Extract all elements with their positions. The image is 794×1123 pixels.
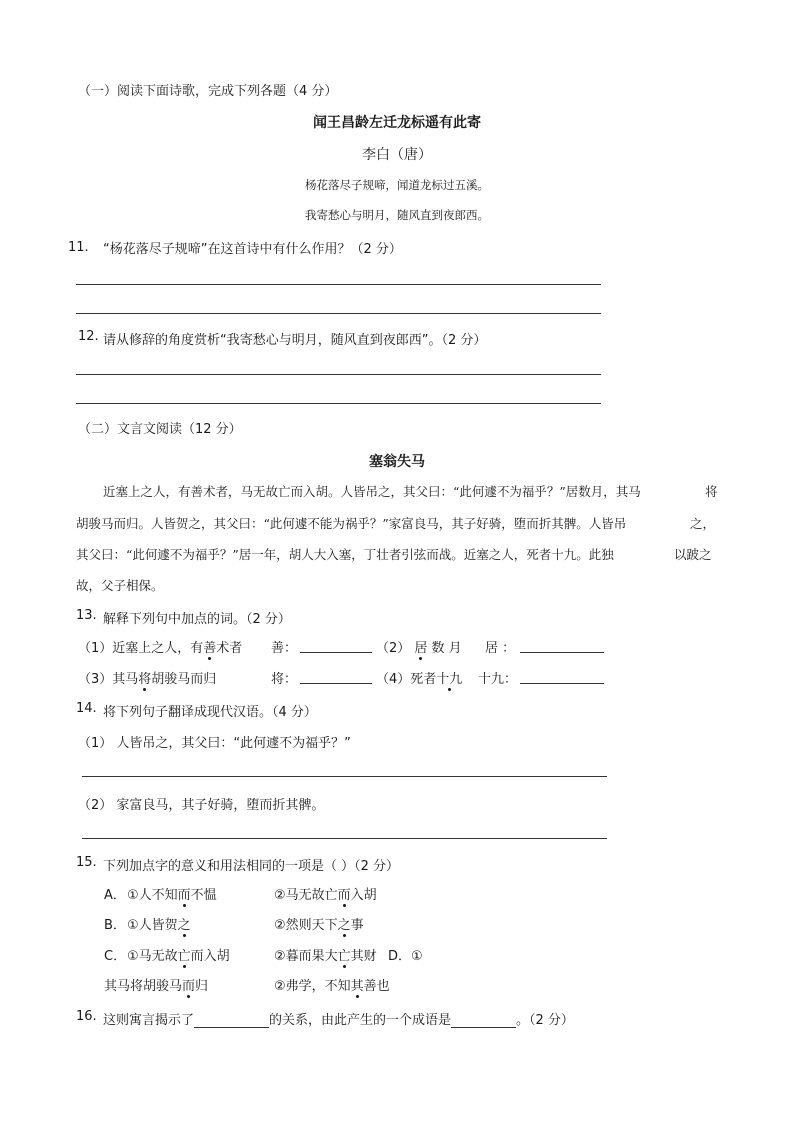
q16-mid: 的关系，由此产生的一个成语是 xyxy=(269,1013,452,1028)
q13-item-3-prefix: （3）其马 xyxy=(78,672,139,687)
q15-a2-dot: 而 xyxy=(337,888,351,903)
q13-answer-3[interactable] xyxy=(300,683,372,684)
q13-key-2: 居 ： xyxy=(485,641,516,656)
q13-text: 解释下列句中加点的词。（2 分） xyxy=(103,612,291,627)
q12-number: 12. xyxy=(78,329,99,344)
q13-answer-1[interactable] xyxy=(300,652,372,653)
q15-a1-pre: ①人不知 xyxy=(127,888,178,903)
passage-line-3-end: 以跛之 xyxy=(674,547,712,562)
q11-text: “杨花落尽子规啼”在这首诗中有什么作用？（2 分） xyxy=(103,242,402,257)
q15-option-c-1 xyxy=(127,945,230,964)
q13-item-3 xyxy=(78,668,216,687)
q15-a1-dot: 而 xyxy=(177,888,191,903)
q11-number: 11. xyxy=(68,240,89,255)
passage-line-3: 其父曰：“此何遽不为福乎？”居一年，胡人大入塞，丁壮者引弦而战。近塞之人，死者十九。此独 xyxy=(76,547,614,562)
q15-d1-dot: 而 xyxy=(182,979,196,994)
q13-item-4 xyxy=(376,668,462,687)
q14-sentence-2: （2） 家富良马，其子好骑，堕而折其髀。 xyxy=(78,798,325,813)
part1-header: （一）阅读下面诗歌，完成下列各题（4 分） xyxy=(78,84,338,99)
q15-c1-pre: ①马无故 xyxy=(127,949,178,964)
q13-key-3: 将： xyxy=(271,672,298,687)
poem-line-1: 杨花落尽子规啼，闻道龙标过五溪。 xyxy=(305,178,489,192)
q15-option-d-label[interactable]: D．① xyxy=(388,949,423,964)
part2-header: （二）文言文阅读（12 分） xyxy=(78,422,242,437)
passage-line-2: 胡骏马而归。人皆贺之，其父曰：“此何遽不能为祸乎？”家富良马，其子好骑，堕而折其髀。人皆吊 xyxy=(76,516,627,531)
q13-item-3-dotted: 将 xyxy=(138,672,152,687)
q15-c2-pre: ②暮而果大 xyxy=(274,949,338,964)
q13-item-1 xyxy=(78,637,242,656)
q15-option-c-2 xyxy=(274,945,377,964)
q12-answer-line-2[interactable] xyxy=(76,403,601,404)
q13-answer-4[interactable] xyxy=(520,683,604,684)
q15-option-d-1 xyxy=(104,975,208,994)
q11-answer-line-1[interactable] xyxy=(76,284,601,285)
poem-line-2: 我寄愁心与明月，随风直到夜郎西。 xyxy=(305,208,489,222)
q13-item-4-prefix: （4）死者 xyxy=(376,672,437,687)
q15-option-b-label[interactable]: B． xyxy=(104,918,126,933)
poem-author: 李白（唐） xyxy=(362,147,432,163)
q14-text: 将下列句子翻译成现代汉语。（4 分） xyxy=(103,705,317,720)
q15-c1-post: 而入胡 xyxy=(190,949,230,964)
q15-a2-post: 入胡 xyxy=(350,888,377,903)
q15-a2-pre: ②马无故亡 xyxy=(274,888,338,903)
q13-item-1-suffix: 术者 xyxy=(216,641,243,656)
passage-line-1: 近塞上之人，有善术者，马无故亡而入胡。人皆吊之，其父曰：“此何遽不为福乎？”居数月，其马 xyxy=(103,484,641,499)
q15-c2-dot: 亡 xyxy=(337,949,351,964)
q15-option-a-2 xyxy=(274,884,377,903)
q15-d2-pre: ②弗学，不知 xyxy=(274,979,351,994)
q12-answer-line-1[interactable] xyxy=(76,374,601,375)
q15-option-b-1 xyxy=(127,914,191,933)
q15-c1-dot: 亡 xyxy=(177,949,191,964)
passage-title: 塞翁失马 xyxy=(369,454,425,470)
q11-answer-line-2[interactable] xyxy=(76,313,601,314)
q13-item-4-dotted: 十九 xyxy=(436,672,463,687)
q15-text: 下列加点字的意义和用法相同的一项是（ ）（2 分） xyxy=(103,859,400,874)
q15-option-a-1 xyxy=(127,884,217,903)
q15-b2-dot: 之 xyxy=(337,918,351,933)
q14-answer-line-2[interactable] xyxy=(82,838,607,839)
q13-item-2-prefix: （2） xyxy=(376,641,415,656)
q15-option-c-label[interactable]: C． xyxy=(104,949,127,964)
passage-line-4: 故，父子相保。 xyxy=(76,578,164,593)
passage-line-2-end: 之， xyxy=(690,516,716,531)
q13-item-1-dotted: 善 xyxy=(203,641,217,656)
q13-number: 13. xyxy=(76,608,97,623)
q12-text: 请从修辞的角度赏析“我寄愁心与明月，随风直到夜郎西”。（2 分） xyxy=(103,333,487,348)
q15-d2-post: 善也 xyxy=(363,979,390,994)
q15-a1-post: 不愠 xyxy=(190,888,217,903)
poem-title: 闻王昌龄左迁龙标遥有此寄 xyxy=(313,115,481,131)
q15-d1-pre: 其马将胡骏马 xyxy=(104,979,183,994)
q16-pre: 这则寓言揭示了 xyxy=(103,1013,195,1028)
q15-b1-dot: 之 xyxy=(177,918,191,933)
q15-option-d-2 xyxy=(274,975,390,994)
q15-b2-post: 事 xyxy=(350,918,364,933)
q13-item-3-suffix: 胡骏马而归 xyxy=(151,672,217,687)
q15-d2-dot: 其 xyxy=(350,979,364,994)
q16-number: 16. xyxy=(76,1009,97,1024)
q14-number: 14. xyxy=(76,701,97,716)
q14-answer-line-1[interactable] xyxy=(82,776,607,777)
q16-post: 。（2 分） xyxy=(516,1013,574,1028)
q15-number: 15. xyxy=(76,855,97,870)
q13-key-1: 善： xyxy=(271,641,298,656)
q13-item-1-prefix: （1）近塞上之人，有 xyxy=(78,641,204,656)
q15-b1-pre: ①人皆贺 xyxy=(127,918,178,933)
q13-answer-2[interactable] xyxy=(520,652,604,653)
q16-blank-1[interactable] xyxy=(194,1013,269,1028)
q16-blank-2[interactable] xyxy=(451,1013,516,1028)
q13-item-2 xyxy=(376,637,462,656)
passage-line-1-end: 将 xyxy=(705,484,718,499)
q16-line xyxy=(103,1009,574,1028)
q13-item-2-dotted: 居 xyxy=(414,641,428,656)
q14-sentence-1: （1） 人皆吊之，其父曰：“此何遽不为福乎？” xyxy=(78,736,351,751)
q15-d1-post: 归 xyxy=(195,979,209,994)
q15-b2-pre: ②然则天下 xyxy=(274,918,338,933)
q13-item-2-suffix: 数 月 xyxy=(427,641,462,656)
q13-key-4: 十九： xyxy=(478,672,518,687)
q15-option-a-label[interactable]: A． xyxy=(104,888,126,903)
q15-option-b-2 xyxy=(274,914,364,933)
q15-c2-post: 其财 xyxy=(350,949,377,964)
